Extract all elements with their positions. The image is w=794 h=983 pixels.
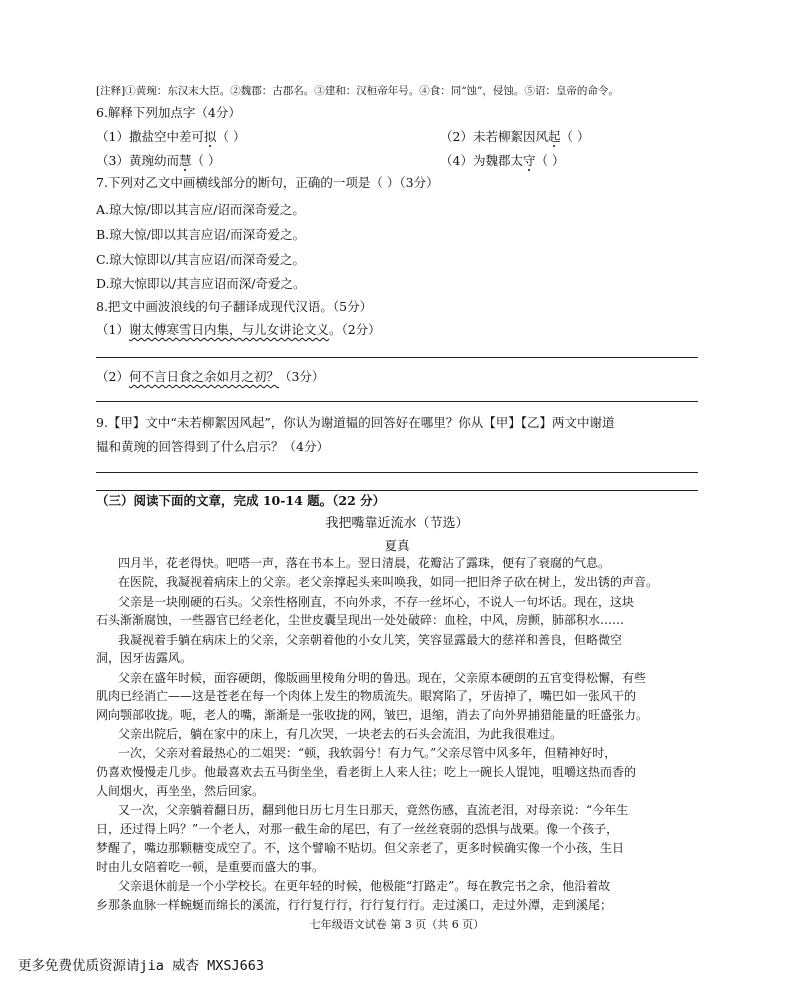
section-3-heading: （三）阅读下面的文章，完成 10-14 题。（22 分） — [96, 493, 386, 508]
paragraph-line: 乡那条血脉一样蜿蜒而绵长的溪流，行行复行行，行行复行行。走过溪口，走过外潭，走到溪尾； — [96, 898, 613, 912]
promo-text: 更多免费优质资源请jia 威杏 MXSJ663 — [18, 958, 265, 974]
q9-line-1: 9.【甲】文中“未若柳絮因风起”，你认为谢道韫的回答好在哪里？你从【甲】【乙】两文中谢道 — [96, 415, 615, 430]
paragraph-line: 日，还过得上吗？”一个老人，对那一截生命的尾巴，有了一丝丝衰弱的恐惧与战栗。像一个孩子， — [96, 822, 619, 836]
annotation-note: [注释]①黄琬：东汉末大臣。②魏郡：古郡名。③建和：汉桓帝年号。④食：同“蚀”，侵蚀。⑤诏：皇帝的命令。 — [96, 85, 619, 97]
answer-line — [96, 490, 698, 491]
q6-item-2: （2）未若柳絮因风起（ ） — [440, 129, 590, 144]
q7-option-c: C.琼大惊即以/其言应诏/而深奇爱之。 — [96, 252, 306, 267]
q7-option-b: B.琼大惊/即以其言应诏/而深奇爱之。 — [96, 227, 306, 242]
paragraph-line: 网向颚部收拢。呃，老人的嘴，渐渐是一张收拢的网，皱巴，退缩，消去了向外界捕猎能量的旺盛张力。 — [96, 708, 649, 722]
article-title: 我把嘴靠近流水（节选） — [325, 516, 469, 531]
paragraph-line: 时由儿女陪着吃一顿，是重要而盛大的事。 — [96, 860, 325, 874]
q6-item-3: （3）黄琬幼而慧（ ） — [96, 153, 221, 168]
q8-title: 8.把文中画波浪线的句子翻译成现代汉语。（5分） — [96, 299, 373, 314]
q9-line-2: 韫和黄琬的回答得到了什么启示？（4分） — [96, 439, 329, 454]
q8-sub1: （1）谢太傅寒雪日内集，与儿女讲论文义。（2分） — [96, 322, 381, 337]
paragraph-line: 我凝视着手躺在病床上的父亲，父亲朝着他的小女儿笑，笑容显露最大的慈祥和善良，但略微空 — [118, 633, 623, 647]
paragraph-line: 人间烟火，再坐坐，然后回家。 — [96, 784, 265, 798]
answer-line — [96, 357, 698, 358]
q6-title: 6.解释下列加点字（4分） — [96, 105, 241, 120]
page-footer: 七年级语文试卷 第 3 页（共 6 页） — [309, 918, 485, 931]
answer-line — [96, 472, 698, 473]
paragraph-line: 一次，父亲对着最热心的二姐哭：“顿，我软弱兮！有力气。”父亲尽管中风多年，但精神好时， — [118, 746, 617, 760]
q6-item-1: （1）撒盐空中差可拟（ ） — [96, 129, 246, 144]
paragraph-line: 父亲是一块刚硬的石头。父亲性格刚直，不向外求，不存一丝坏心，不说人一句坏话。现在，这块 — [118, 595, 635, 609]
paragraph-line: 石头渐渐腐蚀，一些器官已经老化，尘世皮囊呈现出一处处破碎：血栓，中风，房颤，肺部积水…… — [96, 613, 625, 627]
paragraph-line: 又一次，父亲躺着翻日历，翻到他日历七月生日那天，竟然伤感，直流老泪，对母亲说：“今年生 — [118, 803, 629, 817]
paragraph-line: 四月半，花老得快。吧嗒一声，落在书本上。翌日清晨，花瓣沾了露珠，便有了衰腐的气息。 — [118, 556, 611, 570]
paragraph-line: 父亲退休前是一个小学校长。在更年轻的时候，他极能“打路走”。每在教完书之余，他沿着故 — [118, 879, 611, 893]
paragraph-line: 肌肉已经消亡——这是苍老在每一个肉体上发生的物质流失。眼窝陷了，牙齿掉了，嘴巴如一张风干的 — [96, 689, 637, 703]
q8-sub2: （2）何不言日食之余如月之初？（3分） — [96, 369, 325, 384]
q7-title: 7.下列对乙文中画横线部分的断句，正确的一项是（ ）（3分） — [96, 175, 439, 190]
article-author: 夏真 — [384, 538, 410, 553]
q7-option-d: D.琼大惊即以/其言应诏而深/奇爱之。 — [96, 276, 306, 291]
paragraph-line: 父亲在盛年时候，面容硬朗，像版画里棱角分明的鲁迅。现在，父亲原本硬朗的五官变得松懈，有些 — [118, 671, 647, 685]
paragraph-line: 洞，因牙齿露风。 — [96, 651, 193, 665]
paragraph-line: 仍喜欢慢慢走几步。他最喜欢去五马街坐坐，看老街上人来人往；吃上一碗长人馄饨，咀嚼这热而香的 — [96, 765, 637, 779]
q7-option-a: A.琼大惊/即以其言应/诏而深奇爱之。 — [96, 202, 305, 217]
q6-item-4: （4）为魏郡太守（ ） — [440, 153, 565, 168]
paragraph-line: 在医院，我凝视着病床上的父亲。老父亲撑起头来叫唤我，如同一把旧斧子砍在树上，发出锈的声音。 — [118, 575, 659, 589]
paragraph-line: 父亲出院后，躺在家中的床上，有几次哭，一块老去的石头会流泪，为此我很难过。 — [118, 727, 563, 741]
paragraph-line: 梦醒了，嘴边那颗糖变成空了。不，这个譬喻不贴切。但父亲老了，更多时候确实像一个小孩，生日 — [96, 841, 625, 855]
answer-line — [96, 401, 698, 402]
